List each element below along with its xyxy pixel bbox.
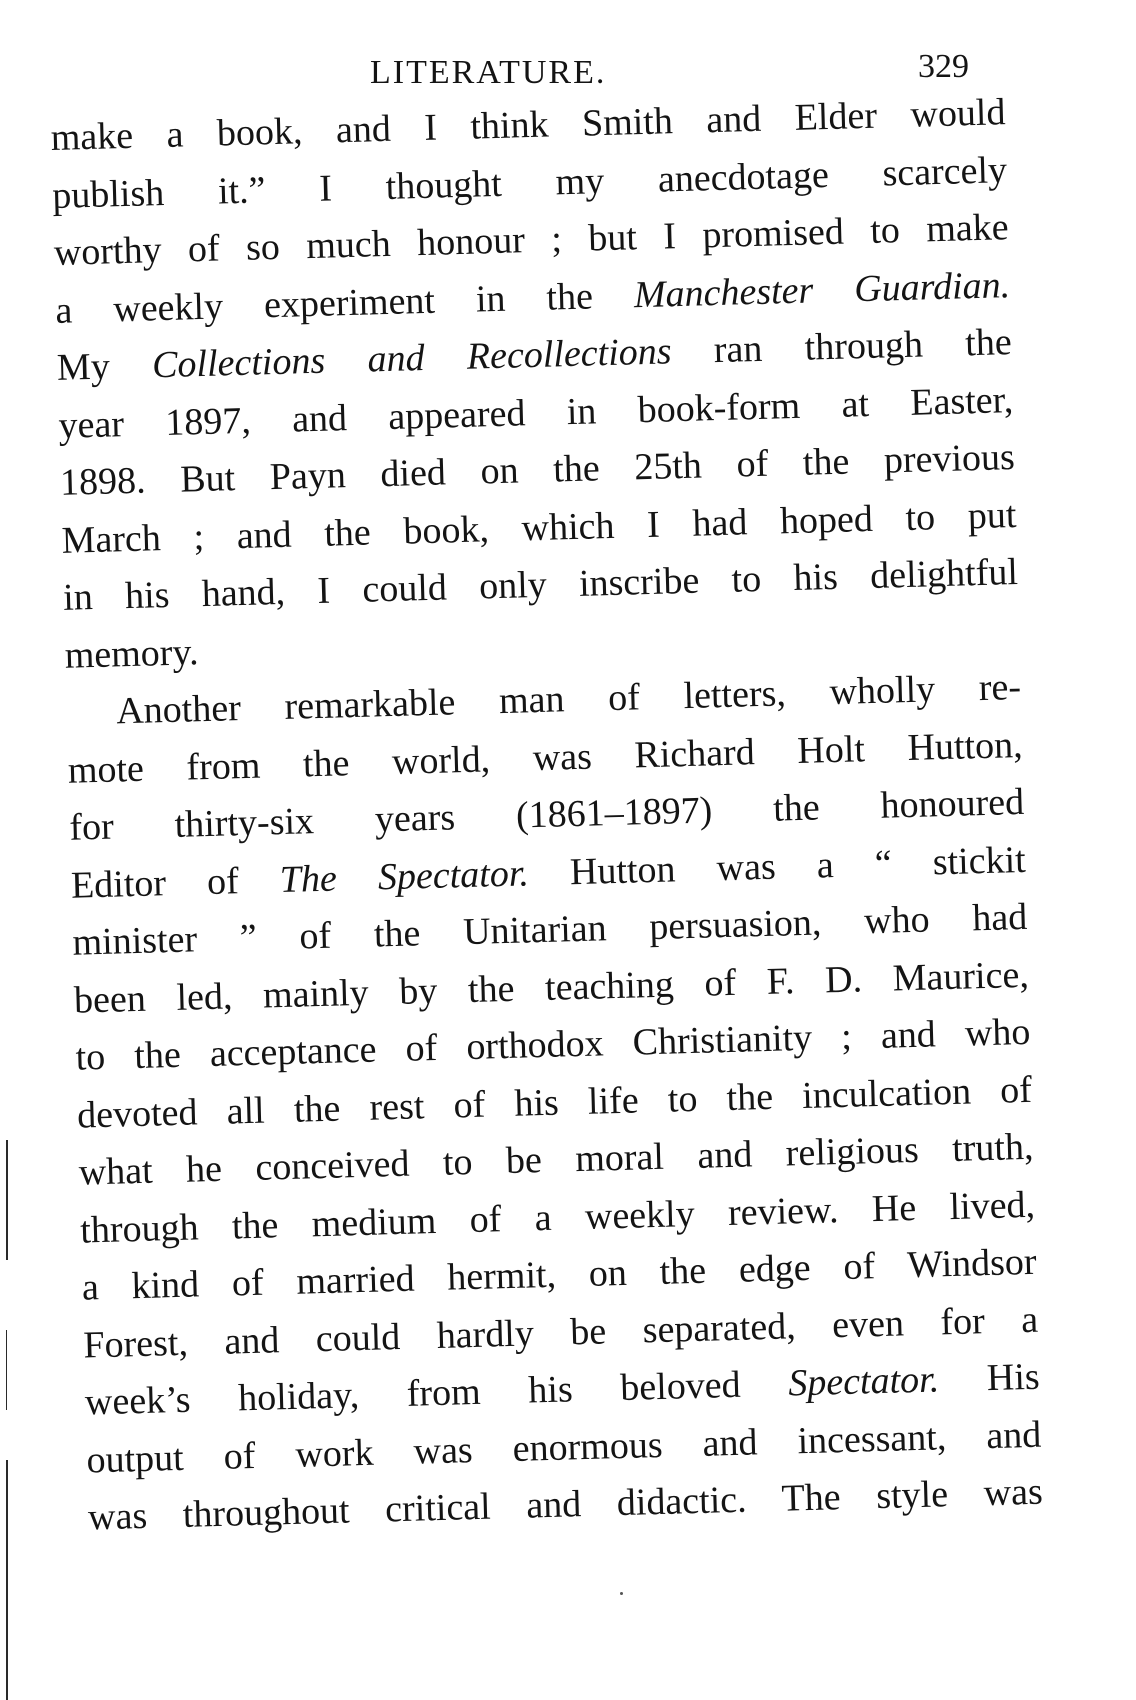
text-run: output of work was enormous and incessant, and	[85, 1413, 1042, 1481]
scan-edge-mark	[6, 1460, 8, 1700]
scan-edge-mark	[6, 1330, 7, 1410]
text-run: devoted all the rest of his life to the inculcation of	[76, 1068, 1033, 1137]
text-run: week’s holiday, from his beloved	[84, 1362, 789, 1424]
text-run: a weekly experiment in the	[54, 273, 635, 332]
text-run: March ; and the book, which I had hoped to put	[61, 493, 1017, 562]
text-run: for thirty-six years (1861–1897) the honoured	[68, 780, 1025, 849]
text-run: My	[56, 344, 153, 389]
speck-mark	[620, 1592, 623, 1595]
page-number: 329	[918, 48, 969, 85]
text-run: Hutton was a “ stickit	[528, 838, 1027, 894]
text-run: ran through the	[670, 321, 1013, 373]
text-run: Editor of	[70, 858, 281, 907]
text-run: was throughout critical and didactic. The style was	[87, 1470, 1044, 1539]
chapter-title: LITERATURE.	[370, 54, 607, 91]
text-run: publish it.” I thought my anecdotage scarcely	[51, 148, 1008, 217]
text-run: Another remarkable man of letters, wholly re-	[115, 665, 1022, 733]
text-run: in his hand, I could only inscribe to his delightful	[62, 550, 1019, 619]
italic-run: Manchester Guardian.	[633, 263, 1011, 316]
text-run: to the acceptance of orthodox Christianity ; and who	[75, 1010, 1031, 1079]
italic-run: Spectator.	[787, 1358, 940, 1405]
text-run: mote from the world, was Richard Holt Hutton,	[67, 723, 1024, 792]
text-run: been led, mainly by the teaching of F. D. Maurice,	[73, 953, 1030, 1022]
text-run: minister ” of the Unitarian persuasion, who had	[71, 895, 1028, 964]
text-run: year 1897, and appeared in book-form at Easter,	[57, 378, 1014, 447]
text-run: 1898. But Payn died on the 25th of the previous	[59, 436, 1016, 504]
body-text	[50, 83, 1089, 1547]
italic-run: The Spectator.	[279, 851, 530, 901]
text-run: a kind of married hermit, on the edge of Windsor	[81, 1240, 1038, 1309]
text-run: memory.	[64, 630, 199, 677]
text-run: make a book, and I think Smith and Elder would	[50, 91, 1006, 159]
text-run: His	[938, 1355, 1041, 1401]
text-run: what he conceived to be moral and religious truth,	[78, 1125, 1034, 1194]
scan-edge-mark	[6, 1140, 8, 1260]
italic-run: Collections and Recollections	[151, 330, 673, 387]
text-run: worthy of so much honour ; but I promised to make	[53, 206, 1010, 274]
text-run: Forest, and could hardly be separated, even for a	[82, 1298, 1039, 1367]
text-run: through the medium of a weekly review. He lived,	[79, 1183, 1036, 1252]
